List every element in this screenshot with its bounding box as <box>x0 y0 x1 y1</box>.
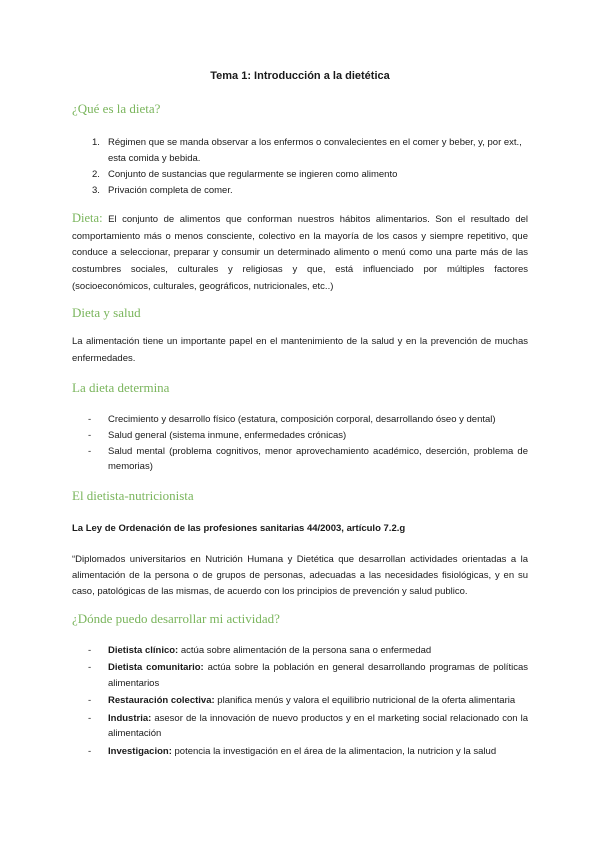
numbered-list <box>92 135 532 199</box>
law-reference: La Ley de Ordenación de las profesiones sanitarias 44/2003, artículo 7.2.g <box>72 523 406 534</box>
list-item: - Salud general (sistema inmune, enfermedades crónicas) <box>88 429 347 441</box>
bullet-list-actividad <box>88 643 528 761</box>
definition-paragraph <box>72 210 528 296</box>
list-item: 2. Conjunto de sustancias que regularmente se ingieren como alimento <box>92 169 398 180</box>
list-item: 3. Privación completa de comer. <box>92 185 233 196</box>
heading-dieta-y-salud: Dieta y salud <box>72 305 141 320</box>
list-item: - Crecimiento y desarrollo físico (estatura, composición corporal, desarrollando óseo y dental) <box>88 414 496 425</box>
heading-que-es-la-dieta: ¿Qué es la dieta? <box>72 101 161 116</box>
heading-dietista-nutricionista: El dietista-nutricionista <box>72 488 194 503</box>
list-item: - Industria: asesor de la innovación de nuevo productos y en el marketing social relacionado con la alimentación <box>88 712 528 740</box>
list-item: - Restauración colectiva: planifica menús y valora el equilibrio nutricional de la oferta alimentaria <box>88 695 516 707</box>
salud-paragraph: La alimentación tiene un importante papel en el mantenimiento de la salud y en la prevención de muchas enfermedades. <box>72 336 528 364</box>
bullet-list-determina <box>88 412 528 475</box>
page-title: Tema 1: Introducción a la dietética <box>210 70 390 82</box>
list-item: 1. Régimen que se manda observar a los enfermos o convalecientes en el comer y beber, y, por ext., esta comida y bebida. <box>92 137 522 164</box>
law-quote: “Diplomados universitarios en Nutrición Humana y Dietética que desarrollan actividades orientadas a la alimentación de la persona o de grupos de personas, adecuadas a las necesidades fisiológicas, y en su caso, patológicas de las mismas, de acuerdo con los principios de prevención y salud publico. <box>72 554 528 598</box>
list-item: - Dietista comunitario: actúa sobre la población en general desarrollando programas de políticas alimentarios <box>88 662 528 690</box>
heading-la-dieta-determina: La dieta determina <box>72 380 170 395</box>
list-item: - Investigacion: potencia la investigación en el área de la alimentacion, la nutricion y la salud <box>88 745 497 757</box>
definition-label: Dieta: <box>72 211 103 225</box>
heading-donde-desarrollar: ¿Dónde puedo desarrollar mi actividad? <box>72 611 280 626</box>
definition-text: El conjunto de alimentos que conforman nuestros hábitos alimentarios. Son el resultado del comportamiento más o menos consciente, colectivo en la mayoría de los casos y siempre repetitivo, que conduce a seleccionar, preparar y consumir un determinado alimento o menú como una parte más de las costumbres sociales, culturales y religiosas y que, está influenciado por múltiples factores (socioeconómicos, culturales, geográficos, nutricionales, etc..) <box>72 214 529 292</box>
list-item: - Salud mental (problema cognitivos, menor aprovechamiento académico, deserción, problema de memorias) <box>88 445 528 473</box>
list-item: - Dietista clínico: actúa sobre alimentación de la persona sana o enfermedad <box>88 645 432 656</box>
